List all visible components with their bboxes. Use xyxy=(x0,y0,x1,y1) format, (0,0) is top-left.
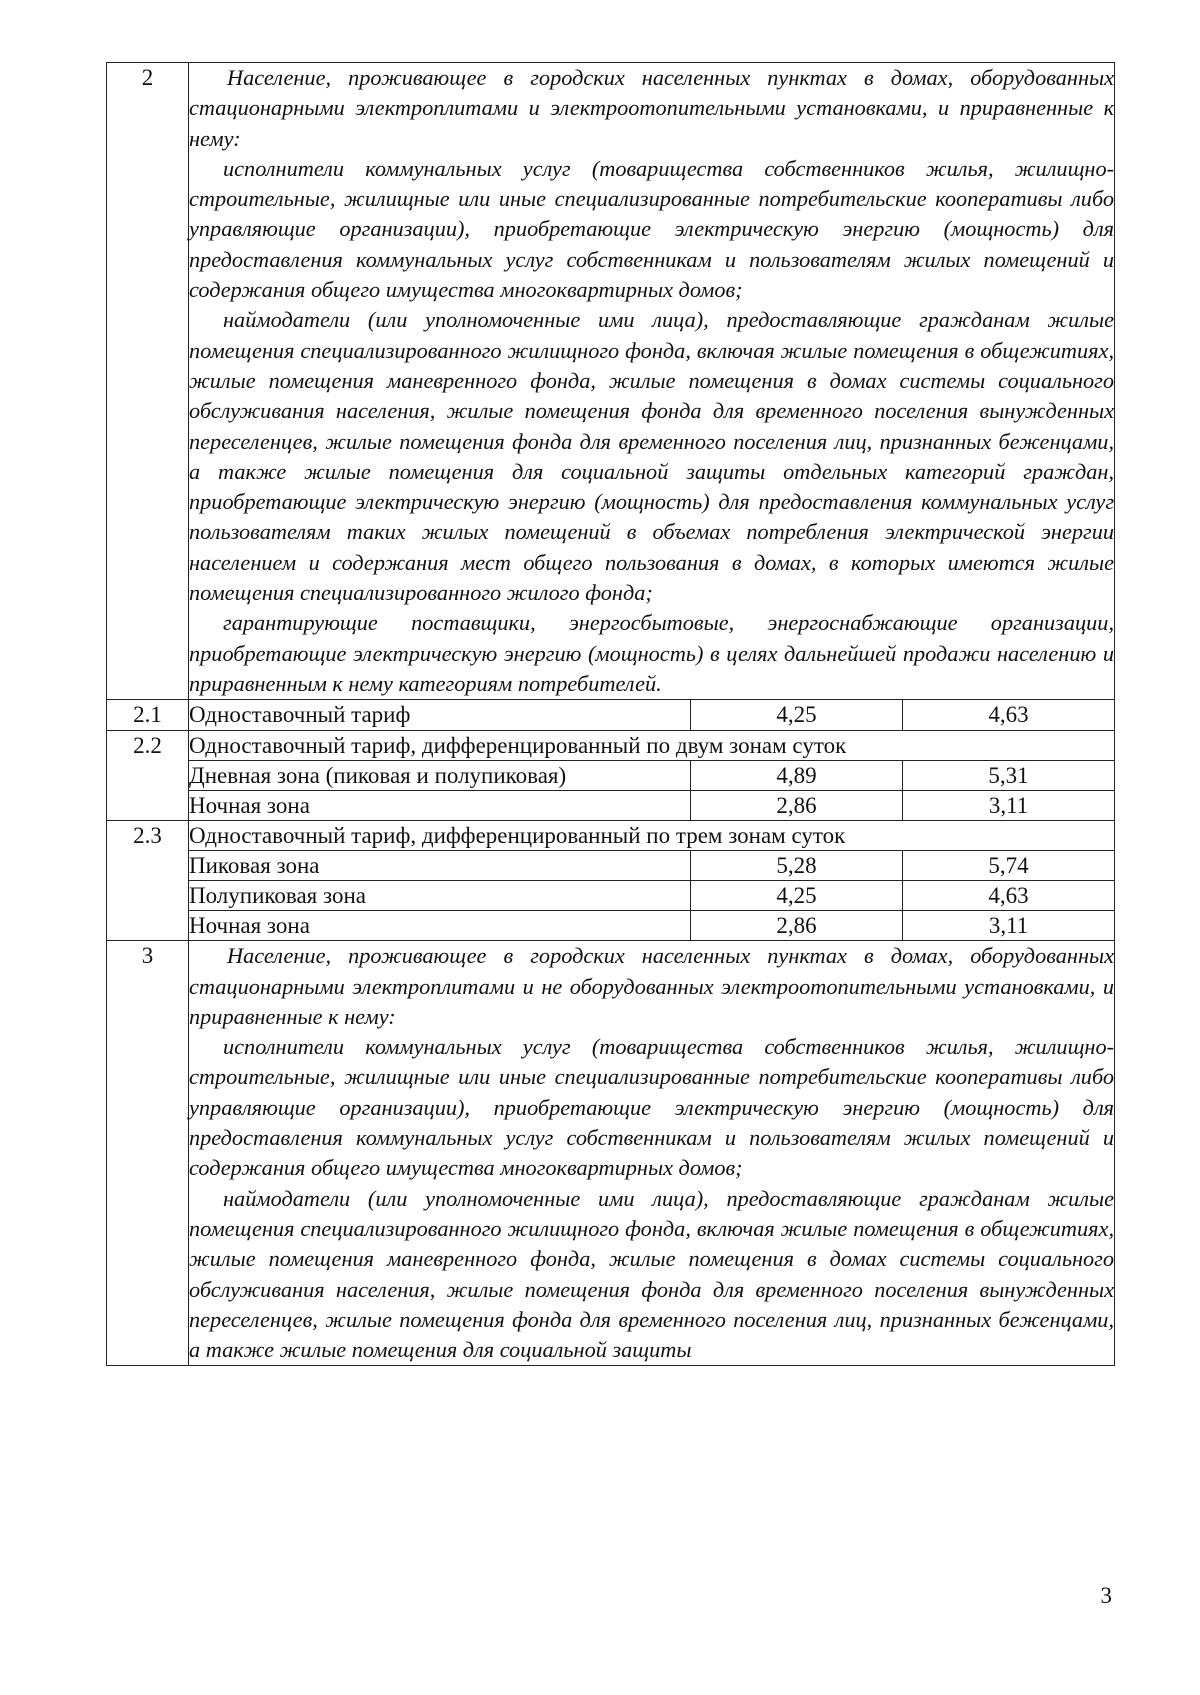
table-row xyxy=(107,791,1115,821)
table-row xyxy=(107,851,1115,881)
row-number: 3 xyxy=(107,941,189,1366)
tariff-value: 3,11 xyxy=(903,791,1115,821)
tariff-value: 4,25 xyxy=(691,700,903,731)
tariff-table xyxy=(106,62,1115,1366)
row-number: 2 xyxy=(107,63,189,700)
tariff-value: 5,31 xyxy=(903,761,1115,791)
table-row xyxy=(107,731,1115,761)
tariff-value: 2,86 xyxy=(691,791,903,821)
description-paragraph: наймодатели (или уполномоченные ими лица), предоставляющие гражданам жилые помещения специализированного жилищного фонда, включая жилые помещения в общежитиях, жилые помещения маневренного фонда, жилые помещения в домах системы социального обслуживания населения, жилые помещения фонда для временного поселения вынужденных переселенцев, жилые помещения фонда для временного поселения лиц, признанных беженцами, а также жилые помещения для социальной защиты отдельных категорий граждан, приобретающие электрическую энергию (мощность) для предоставления коммунальных услуг пользователям таких жилых помещений в объемах потребления электрической энергии населением и содержания мест общего пользования в домах, в которых имеются жилые помещения специализированного жилого фонда; xyxy=(189,307,1115,606)
table-row xyxy=(107,63,1115,700)
tariff-label: Ночная зона xyxy=(189,791,691,821)
tariff-label: Ночная зона xyxy=(189,911,691,941)
tariff-group-label: Одноставочный тариф, дифференцированный по трем зонам суток xyxy=(189,821,1115,851)
table-row xyxy=(107,700,1115,731)
description-paragraph: Население, проживающее в городских населенных пунктах в домах, оборудованных стационарными электроплитами и не оборудованных электроотопительными установками, и приравненные к нему: xyxy=(189,943,1115,1029)
row-number: 2.3 xyxy=(107,821,189,941)
table-row xyxy=(107,941,1115,1366)
description-paragraph: исполнители коммунальных услуг (товарищества собственников жилья, жилищно-строительные, жилищные или иные специализированные потребительские кооперативы либо управляющие организации), приобретающие электрическую энергию (мощность) для предоставления коммунальных услуг собственникам и пользователям жилых помещений и содержания общего имущества многоквартирных домов; xyxy=(189,155,1115,303)
tariff-value: 2,86 xyxy=(691,911,903,941)
tariff-group-label: Одноставочный тариф, дифференцированный по двум зонам суток xyxy=(189,731,1115,761)
tariff-value: 4,63 xyxy=(903,700,1115,731)
tariff-value: 4,63 xyxy=(903,881,1115,911)
description-paragraph: Население, проживающее в городских населенных пунктах в домах, оборудованных стационарными электроплитами и электроотопительными установками, и приравненные к нему: xyxy=(189,65,1115,151)
table-row xyxy=(107,911,1115,941)
description-paragraph: исполнители коммунальных услуг (товарищества собственников жилья, жилищно-строительные, жилищные или иные специализированные потребительские кооперативы либо управляющие организации), приобретающие электрическую энергию (мощность) для предоставления коммунальных услуг собственникам и пользователям жилых помещений и содержания общего имущества многоквартирных домов; xyxy=(189,1034,1115,1181)
tariff-value: 5,28 xyxy=(691,851,903,881)
tariff-label: Одноставочный тариф xyxy=(189,700,691,731)
description-paragraph: наймодатели (или уполномоченные ими лица), предоставляющие гражданам жилые помещения специализированного жилищного фонда, включая жилые помещения в общежитиях, жилые помещения маневренного фонда, жилые помещения в домах системы социального обслуживания населения, жилые помещения фонда для временного поселения вынужденных переселенцев, жилые помещения фонда для временного поселения лиц, признанных беженцами, а также жилые помещения для социальной защиты xyxy=(189,1185,1115,1363)
tariff-value: 3,11 xyxy=(903,911,1115,941)
tariff-label: Полупиковая зона xyxy=(189,881,691,911)
page-number: 3 xyxy=(1100,1583,1112,1608)
tariff-label: Дневная зона (пиковая и полупиковая) xyxy=(189,761,691,791)
row-description xyxy=(189,63,1115,700)
row-number: 2.1 xyxy=(107,700,189,731)
tariff-value: 5,74 xyxy=(903,851,1115,881)
row-number: 2.2 xyxy=(107,731,189,821)
row-description xyxy=(189,941,1115,1366)
tariff-value: 4,25 xyxy=(691,881,903,911)
table-row xyxy=(107,821,1115,851)
description-paragraph: гарантирующие поставщики, энергосбытовые, энергоснабжающие организации, приобретающие электрическую энергию (мощность) в целях дальнейшей продажи населению и приравненным к нему категориям потребителей. xyxy=(189,610,1115,696)
tariff-label: Пиковая зона xyxy=(189,851,691,881)
tariff-value: 4,89 xyxy=(691,761,903,791)
table-row xyxy=(107,761,1115,791)
table-row xyxy=(107,881,1115,911)
